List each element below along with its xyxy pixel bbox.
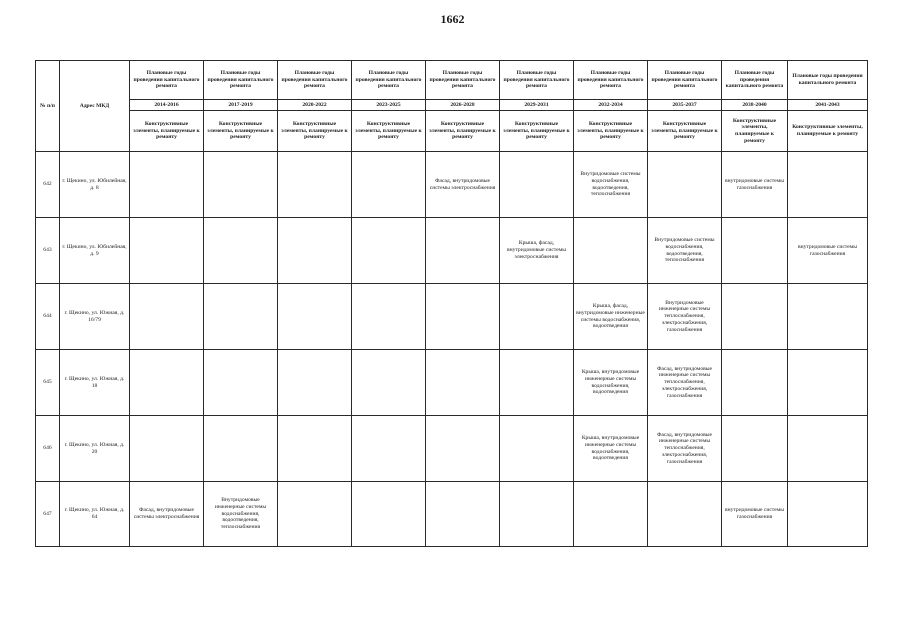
repair-cell: Крыша, внутридомовые инженерные системы водоснабжения, водоотведения xyxy=(574,350,648,416)
repair-cell: внутридомовые системы газоснабжения xyxy=(722,152,788,218)
repair-cell xyxy=(278,416,352,482)
period-header: Плановые годы проведения капитального ремонта xyxy=(426,61,500,100)
repair-cell xyxy=(352,416,426,482)
row-address: г. Щекино, ул. Южная, д. 64 xyxy=(60,482,130,547)
period-years: 2014-2016 xyxy=(130,100,204,111)
period-years: 2032-2034 xyxy=(574,100,648,111)
repair-cell xyxy=(204,350,278,416)
repair-cell xyxy=(352,218,426,284)
repair-cell: Фасад, внутридомовые инженерные системы теплоснабжения, электроснабжения, газоснабжения xyxy=(648,416,722,482)
period-header: Плановые годы проведения капитального ремонта xyxy=(648,61,722,100)
period-years: 2017-2019 xyxy=(204,100,278,111)
period-header: Плановые годы проведения капитального ремонта xyxy=(722,61,788,100)
elements-header: Конструктивные элементы, планируемые к ремонту xyxy=(788,111,868,152)
repair-cell xyxy=(788,482,868,547)
repair-cell xyxy=(352,482,426,547)
repair-cell xyxy=(426,284,500,350)
repair-cell xyxy=(278,152,352,218)
address-column-header: Адрес МКД xyxy=(60,61,130,152)
table-row xyxy=(36,284,868,350)
period-header: Плановые годы проведения капитального ремонта xyxy=(352,61,426,100)
elements-header: Конструктивные элементы, планируемые к ремонту xyxy=(352,111,426,152)
row-address: г. Щекино, ул. Юбилейная, д. 9 xyxy=(60,218,130,284)
elements-header: Конструктивные элементы, планируемые к ремонту xyxy=(426,111,500,152)
row-address: г. Щекино, ул. Южная, д. 18 xyxy=(60,350,130,416)
repair-cell: Внутридомовые инженерные системы теплоснабжения, электроснабжения, газоснабжения xyxy=(648,284,722,350)
repair-cell xyxy=(500,416,574,482)
repair-cell: Крыша, внутридомовые инженерные системы водоснабжения, водоотведения xyxy=(574,416,648,482)
row-number: 647 xyxy=(36,482,60,547)
repair-cell xyxy=(722,284,788,350)
repair-cell xyxy=(278,350,352,416)
repair-cell: внутридомовые системы газоснабжения xyxy=(722,482,788,547)
repair-cell xyxy=(130,218,204,284)
repair-cell: Крыша, фасад, внутридомовые инженерные системы водоснабжения, водоотведения xyxy=(574,284,648,350)
repair-cell xyxy=(130,284,204,350)
elements-header: Конструктивные элементы, планируемые к ремонту xyxy=(574,111,648,152)
elements-header: Конструктивные элементы, планируемые к ремонту xyxy=(648,111,722,152)
row-address: г. Щекино, ул. Южная, д. 16/79 xyxy=(60,284,130,350)
row-number: 645 xyxy=(36,350,60,416)
repair-cell xyxy=(278,218,352,284)
repair-cell xyxy=(788,152,868,218)
elements-header: Конструктивные элементы, планируемые к ремонту xyxy=(204,111,278,152)
repair-cell: Внутридомовые инженерные системы водоснабжения, водоотведения, теплоснабжения xyxy=(204,482,278,547)
repair-cell xyxy=(426,416,500,482)
period-years: 2026-2028 xyxy=(426,100,500,111)
repair-cell xyxy=(500,284,574,350)
repair-cell xyxy=(352,152,426,218)
repair-cell xyxy=(788,416,868,482)
capital-repair-table xyxy=(35,60,868,547)
repair-cell: Фасад, внутридомовые инженерные системы теплоснабжения, электроснабжения, газоснабжения xyxy=(648,350,722,416)
elements-header: Конструктивные элементы, планируемые к ремонту xyxy=(278,111,352,152)
table-row xyxy=(36,482,868,547)
repair-cell xyxy=(130,416,204,482)
repair-cell xyxy=(204,284,278,350)
repair-cell xyxy=(130,152,204,218)
repair-cell xyxy=(426,350,500,416)
repair-cell: Фасад, внутридомовые системы электроснабжения xyxy=(130,482,204,547)
repair-cell: Внутридомовые системы водоснабжения, водоотведения, теплоснабжения xyxy=(648,218,722,284)
period-years: 2023-2025 xyxy=(352,100,426,111)
repair-cell xyxy=(500,350,574,416)
period-years: 2038-2040 xyxy=(722,100,788,111)
repair-cell xyxy=(722,218,788,284)
period-header: Плановые годы проведения капитального ремонта xyxy=(130,61,204,100)
repair-cell xyxy=(278,482,352,547)
repair-cell: Крыша, фасад, внутридомовые системы электроснабжения xyxy=(500,218,574,284)
row-number: 642 xyxy=(36,152,60,218)
repair-cell xyxy=(648,482,722,547)
repair-cell xyxy=(130,350,204,416)
table-row xyxy=(36,350,868,416)
repair-cell: Внутридомовые системы водоснабжения, водоотведения, теплоснабжения xyxy=(574,152,648,218)
row-address: г. Щекино, ул. Южная, д. 20 xyxy=(60,416,130,482)
row-number: 646 xyxy=(36,416,60,482)
repair-cell xyxy=(278,284,352,350)
repair-cell xyxy=(204,416,278,482)
repair-cell xyxy=(204,152,278,218)
row-address: г. Щекино, ул. Юбилейная, д. 8 xyxy=(60,152,130,218)
repair-cell xyxy=(426,482,500,547)
elements-header: Конструктивные элементы, планируемые к ремонту xyxy=(130,111,204,152)
repair-cell xyxy=(426,218,500,284)
repair-cell: внутридомовые системы газоснабжения xyxy=(788,218,868,284)
period-years: 2020-2022 xyxy=(278,100,352,111)
row-number: 643 xyxy=(36,218,60,284)
repair-cell xyxy=(574,218,648,284)
period-header: Плановые годы проведения капитального ремонта xyxy=(500,61,574,100)
page-number: 1662 xyxy=(440,12,465,26)
table-row xyxy=(36,416,868,482)
elements-header: Конструктивные элементы, планируемые к ремонту xyxy=(722,111,788,152)
period-header: Плановые годы проведения капитального ремонта xyxy=(204,61,278,100)
row-number: 644 xyxy=(36,284,60,350)
elements-header: Конструктивные элементы, планируемые к ремонту xyxy=(500,111,574,152)
repair-cell xyxy=(204,218,278,284)
repair-cell xyxy=(500,482,574,547)
num-column-header: № п/п xyxy=(36,61,60,152)
repair-cell xyxy=(500,152,574,218)
period-header: Плановые годы проведения капитального ремонта xyxy=(574,61,648,100)
repair-cell: Фасад, внутридомовые системы электроснабжения xyxy=(426,152,500,218)
repair-cell xyxy=(722,350,788,416)
repair-cell xyxy=(788,350,868,416)
repair-cell xyxy=(722,416,788,482)
repair-cell xyxy=(352,284,426,350)
period-years: 2041-2043 xyxy=(788,100,868,111)
period-header: Плановые годы проведения капитального ремонта xyxy=(278,61,352,100)
period-years: 2035-2037 xyxy=(648,100,722,111)
repair-cell xyxy=(788,284,868,350)
repair-cell xyxy=(574,482,648,547)
period-years: 2029-2031 xyxy=(500,100,574,111)
repair-cell xyxy=(352,350,426,416)
period-header: Плановые годы проведения капитального ремонта xyxy=(788,61,868,100)
repair-cell xyxy=(648,152,722,218)
table-row xyxy=(36,218,868,284)
table-row xyxy=(36,152,868,218)
